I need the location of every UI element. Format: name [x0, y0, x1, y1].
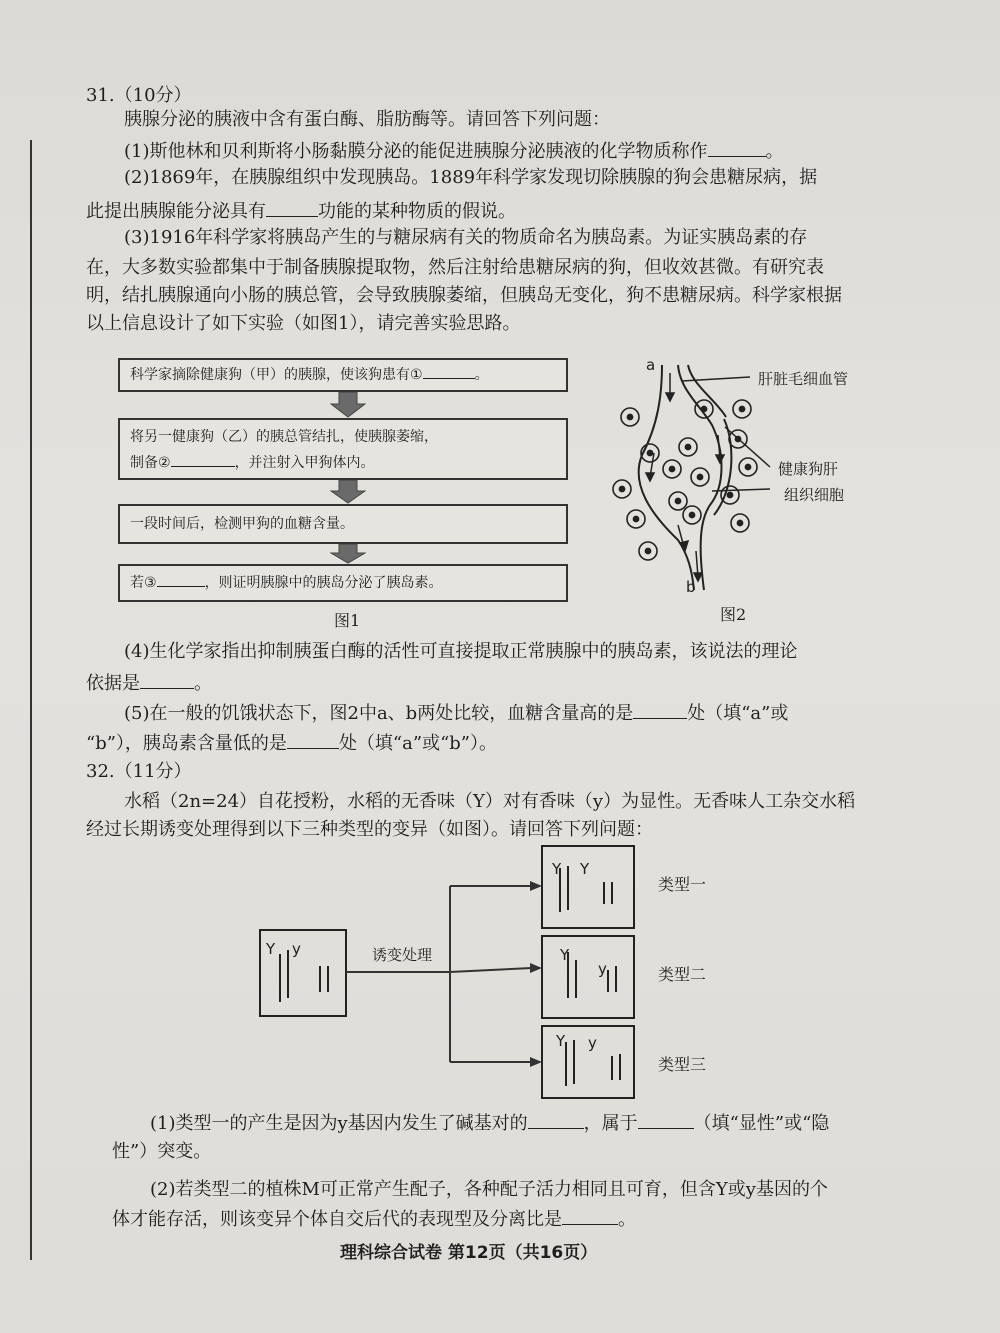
flow-step-2: 将另一健康狗（乙）的胰总管结扎，使胰腺萎缩， 制备② ，并注射入甲狗体内。: [118, 418, 568, 480]
q31-number: 31.（10分）: [86, 85, 192, 106]
q31-sub3-l3: 明，结扎胰腺通向小肠的胰总管，会导致胰腺萎缩，但胰岛无变化，狗不患糖尿病。科学家根据: [86, 285, 842, 306]
origin-label-y: y: [292, 940, 301, 958]
page-footer: 理科综合试卷 第12页（共16页）: [340, 1243, 598, 1263]
cell-nucleus: [627, 414, 632, 419]
q31-sub2: (2)1869年，在胰腺组织中发现胰岛。1889年科学家发现切除胰腺的狗会患糖尿病，据: [124, 167, 818, 188]
cell-nucleus: [645, 548, 650, 553]
cell-nucleus: [669, 466, 674, 471]
answer-blank[interactable]: [638, 1110, 694, 1129]
type2-name: 类型二: [658, 965, 707, 984]
cell-nucleus: [697, 474, 702, 479]
mutagenesis-label: 诱变处理: [372, 946, 433, 964]
q31-sub2-cont: 此提出胰腺能分泌具有 功能的某种物质的假说。: [86, 198, 516, 224]
cell-nucleus: [675, 498, 680, 503]
q32-sub1: (1)类型一的产生是因为y基因内发生了碱基对的 ，属于 （填“显性”或“隐: [150, 1110, 829, 1136]
q31-sub3: (3)1916年科学家将胰岛产生的与糖尿病有关的物质命名为胰岛素。为证实胰岛素的存: [124, 227, 808, 248]
q32-stem-1: 水稻（2n=24）自花授粉，水稻的无香味（Y）对有香味（y）为显性。无香味人工杂交水稻: [124, 791, 856, 812]
answer-blank[interactable]: [562, 1206, 618, 1225]
cell-nucleus: [735, 436, 740, 441]
type3-name: 类型三: [658, 1055, 707, 1074]
answer-blank[interactable]: [266, 198, 318, 217]
cell-nucleus: [701, 406, 706, 411]
cell-nucleus: [727, 492, 732, 497]
q32-sub2: (2)若类型二的植株M可正常产生配子，各种配子活力相同且可育，但含Y或y基因的个: [150, 1179, 828, 1200]
flow-arrow-3: [330, 544, 366, 564]
flow-arrow-2: [330, 480, 366, 504]
type1-label-Y2: Y: [580, 860, 590, 878]
fig2-label-cell-1: 健康狗肝: [778, 460, 839, 478]
cell-nucleus: [739, 406, 744, 411]
q31-sub3-l4: 以上信息设计了如下实验（如图1），请完善实验思路。: [86, 313, 521, 334]
fig2-label-b: b: [686, 578, 696, 596]
answer-blank[interactable]: [528, 1110, 584, 1129]
flow-step-3: 一段时间后，检测甲狗的血糖含量。: [118, 504, 568, 544]
answer-blank[interactable]: [708, 138, 766, 157]
q31-sub4-cont: 依据是 。: [86, 670, 212, 696]
q31-sub4: (4)生化学家指出抑制胰蛋白酶的活性可直接提取正常胰腺中的胰岛素，该说法的理论: [124, 641, 798, 662]
binding-margin-line: [30, 140, 32, 1260]
cell-nucleus: [689, 512, 694, 517]
answer-blank[interactable]: [140, 670, 194, 689]
fig2-label-vessel: 肝脏毛细血管: [758, 370, 849, 388]
fig2-label-a: a: [646, 356, 656, 374]
type3-label-Y: Y: [556, 1032, 566, 1050]
q31-sub5: (5)在一般的饥饿状态下，图2中a、b两处比较，血糖含量高的是 处（填“a”或: [124, 700, 788, 726]
type1-label-Y1: Y: [552, 860, 562, 878]
figure-2-liver-capillary: [600, 355, 900, 595]
flow-step-4: 若③ ，则证明胰腺中的胰岛分泌了胰岛素。: [118, 564, 568, 602]
figure-1-caption: 图1: [334, 611, 361, 630]
q31-sub5-cont: “b”），胰岛素含量低的是 处（填“a”或“b”）。: [86, 730, 497, 756]
cell-nucleus: [745, 464, 750, 469]
answer-blank[interactable]: [633, 700, 687, 719]
fig2-label-cell-2: 组织细胞: [784, 486, 845, 504]
q32-number: 32.（11分）: [86, 761, 192, 782]
q32-sub1-cont: 性”）突变。: [112, 1141, 212, 1162]
q31-sub1: (1)斯他林和贝利斯将小肠黏膜分泌的能促进胰腺分泌胰液的化学物质称作 。: [124, 138, 784, 164]
answer-blank[interactable]: [171, 452, 235, 467]
q32-sub2-cont: 体才能存活，则该变异个体自交后代的表现型及分离比是 。: [112, 1206, 636, 1232]
answer-blank[interactable]: [423, 364, 475, 379]
type3-label-y: y: [588, 1034, 597, 1052]
answer-blank[interactable]: [287, 730, 339, 749]
cell-nucleus: [685, 444, 690, 449]
type2-label-Y: Y: [560, 946, 570, 964]
figure-2-caption: 图2: [720, 605, 747, 624]
flow-arrow-1: [330, 392, 366, 418]
flow-step-1: 科学家摘除健康狗（甲）的胰腺，使该狗患有① 。: [118, 358, 568, 392]
q31-sub3-l2: 在，大多数实验都集中于制备胰腺提取物，然后注射给患糖尿病的狗，但收效甚微。有研究表: [86, 257, 824, 278]
q31-intro: 胰腺分泌的胰液中含有蛋白酶、脂肪酶等。请回答下列问题：: [124, 109, 610, 130]
type1-name: 类型一: [658, 875, 707, 894]
type2-label-y: y: [598, 960, 607, 978]
origin-label-Y: Y: [266, 940, 276, 958]
q32-stem-2: 经过长期诱变处理得到以下三种类型的变异（如图）。请回答下列问题：: [86, 819, 653, 840]
cell-nucleus: [647, 450, 652, 455]
cell-nucleus: [737, 520, 742, 525]
cell-nucleus: [633, 516, 638, 521]
cell-nucleus: [619, 486, 624, 491]
answer-blank[interactable]: [157, 572, 205, 587]
